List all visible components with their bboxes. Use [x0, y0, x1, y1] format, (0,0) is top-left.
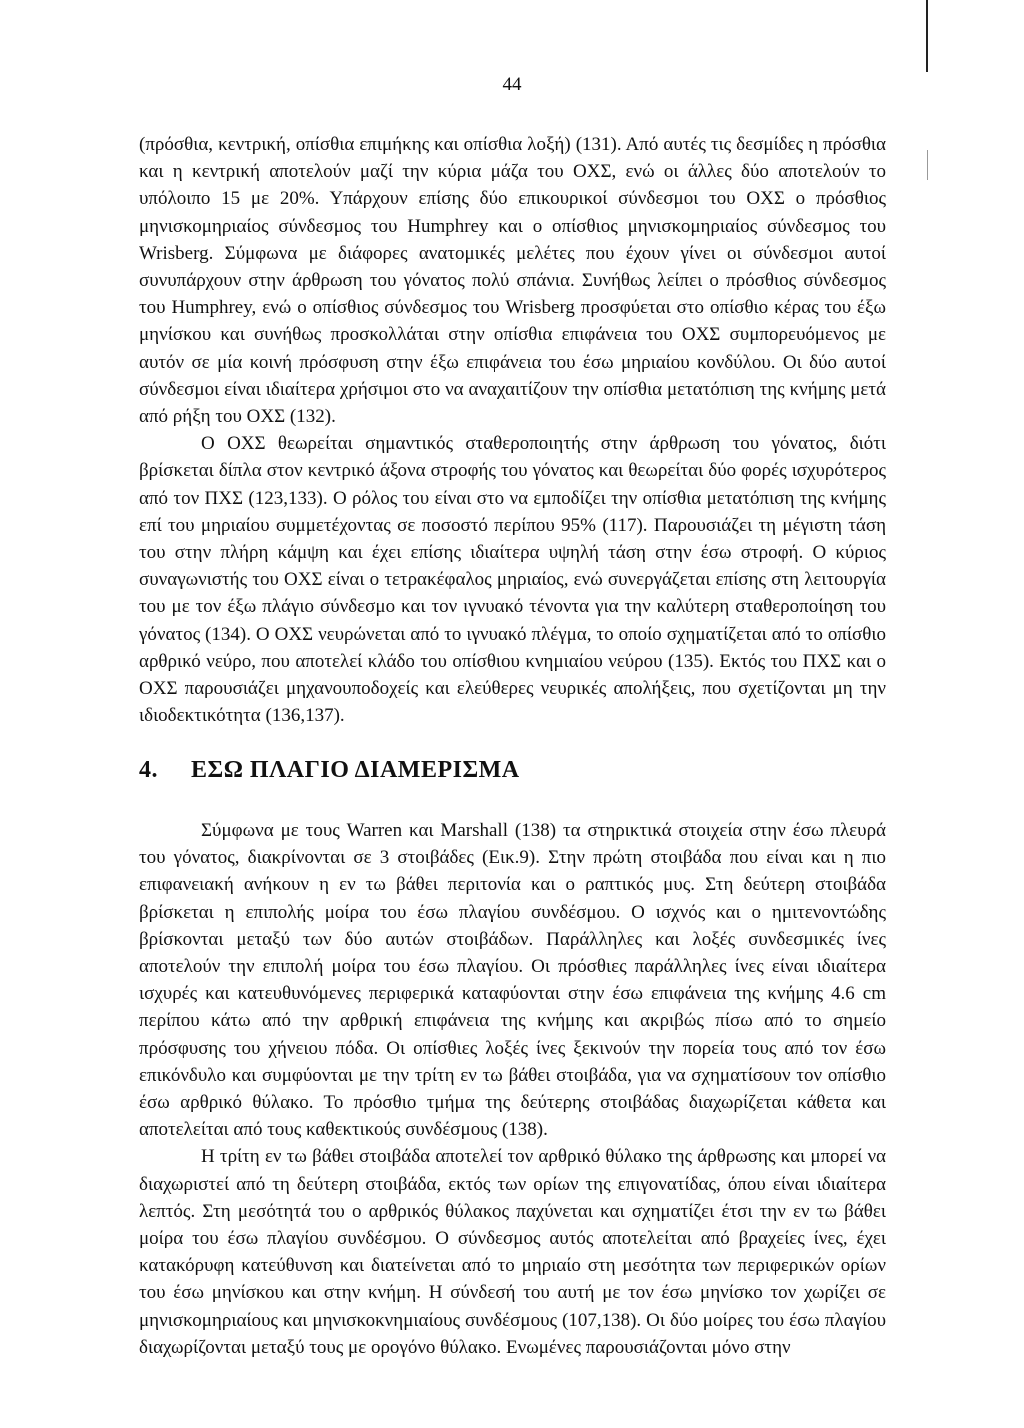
section-number: 4.	[139, 757, 158, 783]
paragraph: Σύμφωνα με τους Warren και Marshall (138) τα στηρικτικά στοιχεία στην έσω πλευρά του γόνατος, διακρίνονται σε 3 στοιβάδες (Εικ.9). Στην πρώτη στοιβάδα που είναι και η πιο επιφανειακή ανήκουν η εν τω βάθει περιτονία και ο ραπτικός μυς. Στη δεύτερη στοιβάδα βρίσκεται η επιπολής μοίρα του έσω πλαγίου συνδέσμου. Ο ισχνός και ο ημιτενοντώδης βρίσκονται μεταξύ των δύο αυτών στοιβάδων. Παράλληλες και λοξές συνδεσμικές ίνες αποτελούν την επιπολή μοίρα του έσω πλαγίου. Οι πρόσθιες παράλληλες ίνες είναι ιδιαίτερα ισχυρές και κατευθυνόμενες περιφερικά καταφύονται στην έσω επιφάνεια της κνήμης 4.6 cm περίπου κάτω από την αρθρική επιφάνεια της κνήμης και ακριβώς πίσω από το σημείο πρόσφυσης του χήνειου πόδα. Οι οπίσθιες λοξές ίνες ξεκινούν την πορεία τους από τον έσω επικόνδυλο και συμφύονται με την τρίτη εν τω βάθει στοιβάδα, για να σχηματίσουν τον οπίσθιο έσω αρθρικό θύλακο. Το πρόσθιο τμήμα της δεύτερης στοιβάδας διαχωρίζεται κάθετα και αποτελείται από τους καθεκτικούς συνδέσμους (138).	[139, 820, 886, 1141]
paragraph: (πρόσθια, κεντρική, οπίσθια επιμήκης και οπίσθια λοξή) (131). Από αυτές τις δεσμίδες η πρόσθια και η κεντρική αποτελούν μαζί την κύρια μάζα του ΟΧΣ, ενώ οι άλλες δύο αποτελούν το υπόλοιπο 15 με 20%. Υπάρχουν επίσης δύο επικουρικοί σύνδεσμοι του ΟΧΣ ο πρόσθιος μηνισκομηριαίος σύνδεσμος του Humphrey και ο οπίσθιος μηνισκομηριαίος σύνδεσμος του Wrisberg. Σύμφωνα με διάφορες ανατομικές μελέτες που έχουν γίνει οι σύνδεσμοι αυτοί συνυπάρχουν στην άρθρωση του γόνατος πολύ σπάνια. Συνήθως λείπει ο πρόσθιος σύνδεσμος του Humphrey, ενώ ο οπίσθιος σύνδεσμος του Wrisberg προσφύεται στο οπίσθιο κέρας του έξω μηνίσκου και συνήθως προσκολλάται στην οπίσθια επιφάνεια του ΟΧΣ συμπορευόμενος με αυτόν σε μία κοινή πρόσφυση στην έξω επιφάνεια του έσω μηριαίου κονδύλου. Οι δύο αυτοί σύνδεσμοι είναι ιδιαίτερα χρήσιμοι στο να αναχαιτίζουν την οπίσθια μετατόπιση της κνήμης μετά από ρήξη του ΟΧΣ (132).	[139, 134, 886, 428]
paragraph: Ο ΟΧΣ θεωρείται σημαντικός σταθεροποιητής στην άρθρωση του γόνατος, διότι βρίσκεται δίπλα στον κεντρικό άξονα στροφής του γόνατος και θεωρείται δύο φορές ισχυρότερος από τον ΠΧΣ (123,133). Ο ρόλος του είναι στο να εμποδίζει την οπίσθια μετατόπιση της κνήμης επί του μηριαίου συμμετέχοντας σε ποσοστό περίπου 95% (117). Παρουσιάζει τη μέγιστη τάση του στην πλήρη κάμψη και έχει επίσης ιδιαίτερα υψηλή τάση στην έσω στροφή. Ο κύριος συναγωνιστής του ΟΧΣ είναι ο τετρακέφαλος μηριαίος, ενώ συνεργάζεται επίσης στη λειτουργία του με τον έξω πλάγιο σύνδεσμο και τον ιγνυακό τένοντα για την καλύτερη σταθεροποίηση του γόνατος (134). Ο ΟΧΣ νευρώνεται από το ιγνυακό πλέγμα, το οποίο σχηματίζεται από το οπίσθιο αρθρικό νεύρο, που αποτελεί κλάδο του οπίσθιου κνημιαίου νεύρου (135). Εκτός του ΠΧΣ και ο ΟΧΣ παρουσιάζει μηχανουποδοχείς και ελεύθερες νευρικές απολήξεις, που σχετίζονται μη την ιδιοδεκτικότητα (136,137).	[139, 433, 886, 727]
scan-edge-mark	[927, 150, 928, 180]
paragraph: Η τρίτη εν τω βάθει στοιβάδα αποτελεί τον αρθρικό θύλακο της άρθρωσης και μπορεί να διαχωριστεί από τη δεύτερη στοιβάδα, εκτός των ορίων της επιγονατίδας, όπου είναι ιδιαίτερα λεπτός. Στη μεσότητά του ο αρθρικός θύλακος παχύνεται και σχηματίζει έτσι την εν τω βάθει μοίρα του έσω πλαγίου συνδέσμου. Ο σύνδεσμος αυτός αποτελείται από βραχείες ίνες, έχει κατακόρυφη κατεύθυνση και διατείνεται από το μηριαίο στη μεσότητα των περιφερικών ορίων του έσω μηνίσκου και στην κνήμη. Η σύνδεσή του αυτή με τον έσω μηνίσκο τον χωρίζει σε μηνισκομηριαίους και μηνισκοκνημιαίους συνδέσμους (107,138). Οι δύο μοίρες του έσω πλαγίου διαχωρίζονται μεταξύ τους με ορογόνο θύλακο. Ενωμένες παρουσιάζονται μόνο στην	[139, 1146, 886, 1358]
scan-edge-line	[926, 0, 928, 72]
section-title: ΕΣΩ ΠΛΑΓΙΟ ΔΙΑΜΕΡΙΣΜΑ	[191, 757, 520, 783]
section-heading	[139, 757, 520, 784]
page-number: 44	[502, 74, 522, 95]
section-4-text	[139, 817, 886, 1361]
section-a-text	[139, 131, 886, 729]
